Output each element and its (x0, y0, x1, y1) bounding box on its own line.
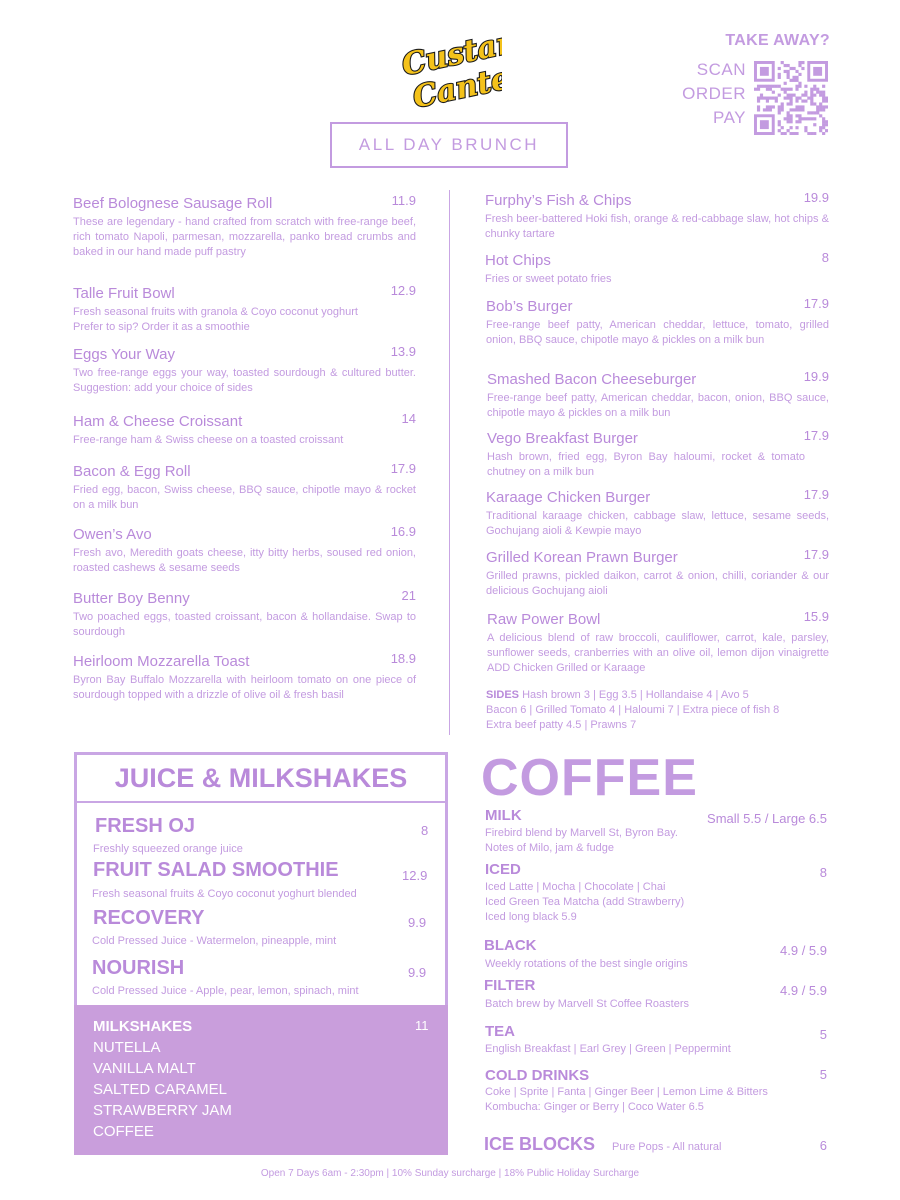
item-description: Grilled prawns, pickled daikon, carrot & onion, chilli, coriander & our delicious Gochujang aioli (486, 570, 829, 597)
pay-line: PAY (713, 108, 746, 127)
coffee-desc-line: Batch brew by Marvell St Coffee Roasters (485, 998, 689, 1010)
juice-item-price: 9.9 (408, 915, 427, 930)
item-price: 17.9 (803, 487, 829, 502)
coffee-desc-line: English Breakfast | Earl Grey | Green | Peppermint (485, 1043, 731, 1055)
coffee-desc-line: Notes of Milo, jam & fudge (485, 842, 615, 854)
item-name: Ham & Cheese Croissant (73, 413, 243, 430)
juice-item-name: FRUIT SALAD SMOOTHIE (93, 859, 339, 881)
item-price: 18.9 (390, 651, 416, 666)
item-price: 17.9 (803, 547, 829, 562)
sides-line-1: Hash brown 3 | Egg 3.5 | Hollandaise 4 | Avo 5 (522, 689, 749, 701)
item-description: Fresh avo, Meredith goats cheese, itty bitty herbs, soused red onion, roasted cashews & sesame seeds (73, 547, 416, 574)
juice-item-name: NOURISH (92, 957, 185, 979)
milkshakes-price: 11 (415, 1018, 429, 1033)
item-description: Byron Bay Buffalo Mozzarella with heirloom tomato on one piece of sourdough topped with a drizzle of olive oil & fresh basil (73, 674, 416, 701)
item-name: Grilled Korean Prawn Burger (486, 549, 678, 566)
coffee-item-name: TEA (485, 1023, 515, 1040)
scan-order-pay (678, 58, 746, 130)
item-price: 17.9 (803, 296, 829, 311)
juice-item-name: FRESH OJ (95, 815, 196, 837)
coffee-item-name: COLD DRINKS (485, 1067, 590, 1084)
item-price: 8 (821, 250, 829, 265)
milkshakes-title: MILKSHAKES (93, 1018, 193, 1035)
order-line: ORDER (682, 84, 746, 103)
coffee-item-description (485, 826, 678, 856)
item-name: Hot Chips (485, 252, 551, 269)
item-name: Heirloom Mozzarella Toast (73, 653, 250, 670)
item-description: Fresh beer-battered Hoki fish, orange & red-cabbage slaw, hot chips & chunky tartare (485, 213, 829, 240)
coffee-item-price: 5 (819, 1027, 827, 1042)
milkshake-flavour: SALTED CARAMEL (93, 1081, 227, 1098)
coffee-desc-line: Kombucha: Ginger or Berry | Coco Water 6.5 (485, 1101, 704, 1113)
coffee-item-name: ICED (485, 861, 521, 878)
coffee-desc-line: Iced Green Tea Matcha (add Strawberry) (485, 896, 685, 908)
item-price: 13.9 (390, 344, 416, 359)
coffee-title: COFFEE (481, 749, 698, 807)
item-name: Bob’s Burger (486, 298, 573, 315)
brand-logo (398, 28, 502, 112)
coffee-item-price: Small 5.5 / Large 6.5 (707, 811, 827, 826)
item-name: Vego Breakfast Burger (487, 430, 638, 447)
ice-blocks-description: Pure Pops - All natural (612, 1141, 722, 1153)
item-name: Owen’s Avo (73, 526, 152, 543)
coffee-item-price: 4.9 / 5.9 (780, 983, 827, 998)
juice-item-description: Cold Pressed Juice - Watermelon, pineapple, mint (92, 935, 337, 947)
item-price: 12.9 (390, 283, 416, 298)
milkshake-flavour: VANILLA MALT (93, 1060, 196, 1077)
juice-title: JUICE & MILKSHAKES (77, 755, 445, 803)
item-description: Free-range beef patty, American cheddar, bacon, onion, BBQ sauce, chipotle mayo & pickles on a milk bun (487, 392, 829, 419)
juice-item-name: RECOVERY (93, 907, 205, 929)
juice-item-price: 9.9 (408, 965, 427, 980)
coffee-item-description (485, 997, 689, 1012)
coffee-item-description (485, 1042, 731, 1057)
takeaway-title: TAKE AWAY? (725, 32, 830, 49)
coffee-item-description (485, 1085, 768, 1115)
item-name: Bacon & Egg Roll (73, 463, 191, 480)
coffee-item-price: 5 (819, 1067, 827, 1082)
juice-item-description: Freshly squeezed orange juice (93, 843, 243, 855)
ice-blocks-price: 6 (819, 1138, 827, 1153)
item-name: Talle Fruit Bowl (73, 285, 175, 302)
item-description: These are legendary - hand crafted from scratch with free-range beef, rich tomato Napoli, parmesan, mozzarella, panko bread crumbs and baked in our hand made puff pastry (73, 216, 416, 258)
sides-list (486, 688, 831, 733)
scan-line: SCAN (696, 60, 746, 79)
coffee-item-price: 8 (819, 865, 827, 880)
item-description: Fries or sweet potato fries (485, 273, 612, 285)
coffee-desc-line: Weekly rotations of the best single origins (485, 958, 688, 970)
juice-item-price: 12.9 (402, 868, 428, 883)
item-price: 11.9 (391, 193, 416, 208)
qr-code-icon[interactable] (754, 61, 828, 135)
item-name: Smashed Bacon Cheeseburger (487, 371, 697, 388)
ice-blocks-name: ICE BLOCKS (484, 1134, 596, 1154)
item-description: Free-range beef patty, American cheddar, lettuce, tomato, grilled onion, BBQ sauce, chipotle mayo & pickles on a milk bun (486, 319, 829, 346)
item-description: Two free-range eggs your way, toasted sourdough & cultured butter. Suggestion: add your choice of sides (73, 367, 416, 394)
coffee-item-price: 4.9 / 5.9 (780, 943, 827, 958)
item-description: Free-range ham & Swiss cheese on a toasted croissant (73, 434, 344, 446)
juice-item-description: Fresh seasonal fruits & Coyo coconut yoghurt blended (92, 888, 357, 900)
coffee-item-description (485, 880, 684, 925)
sides-line-3: Extra beef patty 4.5 | Prawns 7 (486, 719, 637, 731)
coffee-item-name: BLACK (484, 937, 537, 954)
item-description: Hash brown, fried egg, Byron Bay haloumi, rocket & tomato chutney on a milk bun (487, 451, 805, 478)
item-description: Fried egg, bacon, Swiss cheese, BBQ sauce, chipotle mayo & rocket on a milk bun (73, 484, 416, 511)
item-name: Butter Boy Benny (73, 590, 190, 607)
item-price: 19.9 (803, 190, 829, 205)
item-name: Raw Power Bowl (487, 611, 601, 628)
item-name: Beef Bolognese Sausage Roll (73, 195, 273, 212)
coffee-desc-line: Coke | Sprite | Fanta | Ginger Beer | Lemon Lime & Bitters (485, 1086, 768, 1098)
item-price: 15.9 (803, 609, 829, 624)
sides-label: SIDES (486, 689, 520, 701)
logo-line2: Canteen (409, 52, 502, 112)
milkshake-flavour: NUTELLA (93, 1039, 161, 1056)
item-price: 21 (401, 588, 416, 603)
coffee-desc-line: Iced long black 5.9 (485, 911, 577, 923)
item-price: 14 (401, 411, 416, 426)
item-description: Fresh seasonal fruits with granola & Coyo coconut yoghurt Prefer to sip? Order it as a smoothie (73, 306, 358, 333)
item-price: 16.9 (390, 524, 416, 539)
coffee-item-name: FILTER (484, 977, 536, 994)
juice-item-price: 8 (421, 823, 429, 838)
coffee-item-name: MILK (485, 807, 522, 824)
item-price: 17.9 (390, 461, 416, 476)
logo-line1: Custard (398, 28, 502, 84)
milkshake-flavour: STRAWBERRY JAM (93, 1102, 232, 1119)
column-divider (449, 190, 450, 735)
coffee-desc-line: Iced Latte | Mocha | Chocolate | Chai (485, 881, 666, 893)
item-name: Eggs Your Way (73, 346, 176, 363)
footer-hours: Open 7 Days 6am - 2:30pm | 10% Sunday surcharge | 18% Public Holiday Surcharge (260, 1168, 640, 1179)
item-price: 17.9 (803, 428, 829, 443)
item-name: Furphy’s Fish & Chips (485, 192, 632, 209)
juice-item-description: Cold Pressed Juice - Apple, pear, lemon, spinach, mint (92, 985, 359, 997)
item-price: 19.9 (803, 369, 829, 384)
item-name: Karaage Chicken Burger (486, 489, 651, 506)
sides-line-2: Bacon 6 | Grilled Tomato 4 | Haloumi 7 | Extra piece of fish 8 (486, 704, 780, 716)
item-description: A delicious blend of raw broccoli, cauliflower, carrot, kale, parsley, sunflower seeds, cranberries with an olive oil, lemon dijon vinaigrette ADD Chicken Grilled or Karaage (487, 632, 829, 674)
item-description: Traditional karaage chicken, cabbage slaw, lettuce, sesame seeds, Gochujang aioli & Kewpie mayo (486, 510, 829, 537)
item-description: Two poached eggs, toasted croissant, bacon & hollandaise. Swap to sourdough (73, 611, 416, 638)
coffee-item-description (485, 957, 688, 972)
milkshake-flavour: COFFEE (93, 1123, 154, 1140)
section-title: ALL DAY BRUNCH (330, 122, 568, 168)
coffee-desc-line: Firebird blend by Marvell St, Byron Bay. (485, 827, 678, 839)
